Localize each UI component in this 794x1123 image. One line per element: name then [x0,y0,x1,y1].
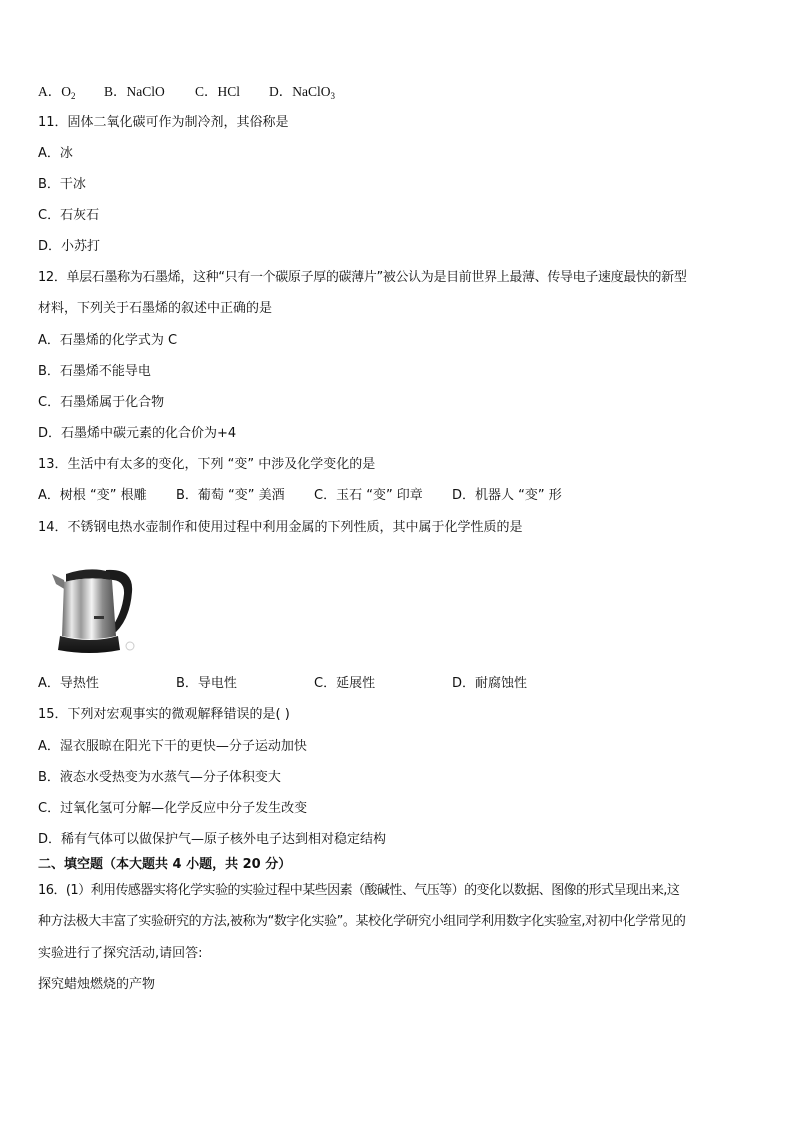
q10-option-a: A．$O_2$ [38,84,76,101]
q14-options-line [38,675,598,693]
q16-line4: 探究蜡烛燃烧的产物 [38,977,156,992]
q12-option-c: C．石墨烯属于化合物 [38,395,165,410]
q14-option-d: D．耐腐蚀性 [452,676,528,691]
q11-option-a: A．冰 [38,146,73,161]
q14-stem: 14．不锈钢电热水壶制作和使用过程中利用金属的下列性质，其中属于化学性质的是 [38,520,523,535]
q12-stem-line2: 材料，下列关于石墨烯的叙述中正确的是 [38,301,273,316]
q13-option-c: C．玉石 “变” 印章 [314,488,423,503]
q15-option-d: D．稀有气体可以做保护气—原子核外电子达到相对稳定结构 [38,832,387,847]
q15-option-a: A．湿衣服晾在阳光下干的更快—分子运动加快 [38,739,307,754]
q10-option-b: B．NaClO [104,84,165,99]
q15-stem: 15．下列对宏观事实的微观解释错误的是( ) [38,707,290,722]
section-heading: 二、填空题（本大题共 4 小题，共 20 分） [38,857,292,872]
q12-stem-line1: 12．单层石墨称为石墨烯，这种“只有一个碳原子厚的碳薄片”被公认为是目前世界上最薄、传导电子速度最快的新型 [38,270,687,285]
q13-options-line [38,487,598,505]
q13-option-b: B．葡萄 “变” 美酒 [176,488,285,503]
q16-line1: 16．(1）利用传感器实将化学实验的实验过程中某些因素（酸碱性、气压等）的变化以数据、图像的形式呈现出来,这 [38,883,680,898]
q12-option-d: D．石墨烯中碳元素的化合价为+4 [38,426,237,441]
q10-option-c: C．HCl [195,84,241,99]
q16-line2: 种方法极大丰富了实验研究的方法,被称为“数字化实验”。某校化学研究小组同学利用数字化实验室,对初中化学常见的 [38,914,686,929]
q13-option-a: A．树根 “变” 根雕 [38,488,147,503]
q11-option-b: B．干冰 [38,177,86,192]
q13-option-d: D．机器人 “变” 形 [452,488,562,503]
q11-option-d: D．小苏打 [38,239,101,254]
q13-stem: 13．生活中有太多的变化，下列 “变” 中涉及化学变化的是 [38,457,376,472]
q16-line3: 实验进行了探究活动,请回答: [38,946,203,961]
q11-option-c: C．石灰石 [38,208,100,223]
q12-option-b: B．石墨烯不能导电 [38,364,151,379]
q15-option-c: C．过氧化氢可分解—化学反应中分子发生改变 [38,801,308,816]
q14-option-a: A．导热性 [38,676,99,691]
q12-option-a: A．石墨烯的化学式为 C [38,333,178,348]
q11-stem: 11．固体二氧化碳可作为制冷剂，其俗称是 [38,115,289,130]
q10-option-d: D．NaClO$_3$ [269,84,335,101]
electric-kettle-image [50,558,142,658]
q15-option-b: B．液态水受热变为水蒸气—分子体积变大 [38,770,281,785]
q14-option-b: B．导电性 [176,676,237,691]
q14-option-c: C．延展性 [314,676,376,691]
